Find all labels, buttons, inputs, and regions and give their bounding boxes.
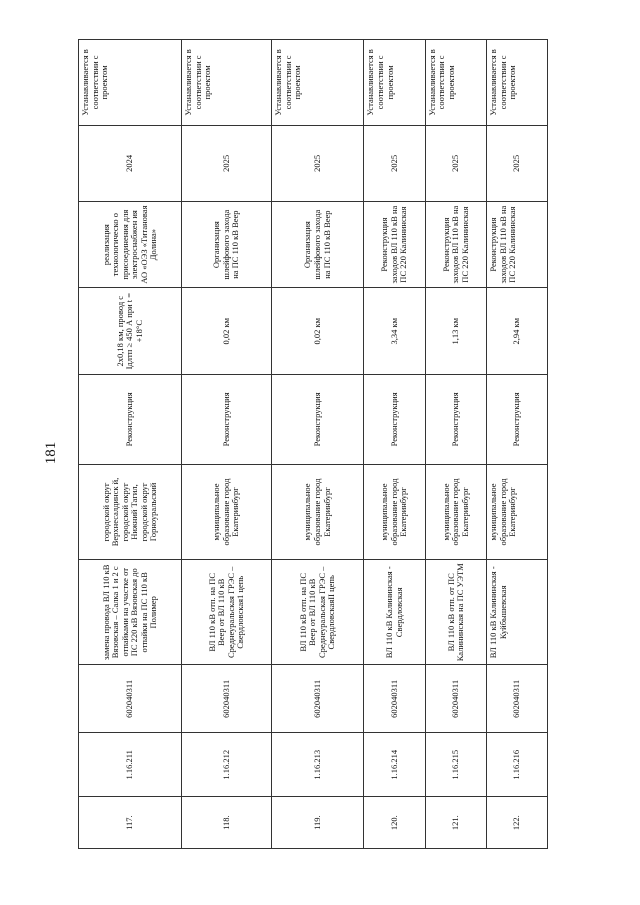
object-id: 602040311 [425, 665, 486, 733]
year: 2025 [487, 125, 548, 201]
object-id: 602040311 [364, 665, 425, 733]
work-type: Реконструкция [487, 374, 548, 464]
purpose: Организация шлейфового захода на ПС 110 кВ Веер [272, 201, 364, 288]
object-name: замена провода ВЛ 110 кВ Вязовская – Салка 1 и 2 с отпайками на участке от ПС 220 кВ Вязовская до отпайки на ПС 110 кВ Полимер [79, 560, 182, 665]
purpose: Реконструкция заходов ВЛ 110 кВ на ПС 220 Калининская [487, 201, 548, 288]
parameters: 0,02 км [272, 288, 364, 375]
row-number: 117. [79, 797, 182, 849]
object-name: ВЛ 110 кВ Калининская - Куйбышевская [487, 560, 548, 665]
purpose: Реконструкция заходов ВЛ 110 кВ на ПС 220 Калининская [425, 201, 486, 288]
work-type: Реконструкция [425, 374, 486, 464]
table-row [182, 40, 272, 849]
note: Устанавливается в соответствии с проектом [272, 40, 364, 126]
parameters: 3,34 км [364, 288, 425, 375]
item-code: 1.16.214 [364, 733, 425, 797]
work-type: Реконструкция [272, 374, 364, 464]
year: 2025 [182, 125, 272, 201]
row-number: 120. [364, 797, 425, 849]
item-code: 1.16.213 [272, 733, 364, 797]
note: Устанавливается в соответствии с проектом [79, 40, 182, 126]
parameters: 1,13 км [425, 288, 486, 375]
municipality: муниципальное образование город Екатеринбург [182, 464, 272, 559]
purpose: реализация технологическо о присоединения для электроснабжен ия АО «ОЭЗ «Титановая Долина» [79, 201, 182, 288]
municipality: муниципальное образование город Екатеринбург [487, 464, 548, 559]
parameters: 2,94 км [487, 288, 548, 375]
parameters: 2х0,18 км, провод с Iдлтп ≥ 450 А при t = +18°С [79, 288, 182, 375]
municipality: муниципальное образование город Екатеринбург [425, 464, 486, 559]
object-id: 602040311 [182, 665, 272, 733]
register-table [78, 39, 548, 849]
municipality: муниципальное образование город Екатеринбург [364, 464, 425, 559]
table-row [79, 40, 182, 849]
work-type: Реконструкция [182, 374, 272, 464]
row-number: 118. [182, 797, 272, 849]
year: 2025 [425, 125, 486, 201]
parameters: 0,02 км [182, 288, 272, 375]
municipality: городской округ Верхнесалдинск й, городской округ Нижний Тагил, городской округ Горноуральский [79, 464, 182, 559]
object-id: 602040311 [79, 665, 182, 733]
purpose: Организация шлейфового захода на ПС 110 кВ Веер [182, 201, 272, 288]
purpose: Реконструкция заходов ВЛ 110 кВ на ПС 220 Калининская [364, 201, 425, 288]
work-type: Реконструкция [364, 374, 425, 464]
row-number: 121. [425, 797, 486, 849]
object-id: 602040311 [487, 665, 548, 733]
municipality: муниципальное образование город Екатеринбург [272, 464, 364, 559]
note: Устанавливается в соответствии с проектом [364, 40, 425, 126]
item-code: 1.16.215 [425, 733, 486, 797]
year: 2025 [272, 125, 364, 201]
page-number: 181 [43, 441, 59, 465]
row-number: 122. [487, 797, 548, 849]
work-type: Реконструкция [79, 374, 182, 464]
table-row [425, 40, 486, 849]
year: 2025 [364, 125, 425, 201]
object-name: ВЛ 110 кВ Калининская - Свердловская [364, 560, 425, 665]
item-code: 1.16.212 [182, 733, 272, 797]
note: Устанавливается в соответствии с проектом [425, 40, 486, 126]
row-number: 119. [272, 797, 364, 849]
table-row [272, 40, 364, 849]
note: Устанавливается в соответствии с проектом [182, 40, 272, 126]
table-row [364, 40, 425, 849]
object-id: 602040311 [272, 665, 364, 733]
table-row [487, 40, 548, 849]
rotated-table-wrapper [78, 39, 548, 849]
object-name: ВЛ 110 кВ отп. на ПС Веер от ВЛ 110 кВ Среднеуральская ГРЭС – СвердловскаяII цепь [272, 560, 364, 665]
year: 2024 [79, 125, 182, 201]
object-name: ВЛ 110 кВ отп. от ПС Калининская на ПС УЭТМ [425, 560, 486, 665]
object-name: ВЛ 110 кВ отп. на ПС Веер от ВЛ 110 кВ Среднеуральская ГРЭС – Свердловская1 цепь [182, 560, 272, 665]
item-code: 1.16.211 [79, 733, 182, 797]
note: Устанавливается в соответствии с проектом [487, 40, 548, 126]
item-code: 1.16.216 [487, 733, 548, 797]
